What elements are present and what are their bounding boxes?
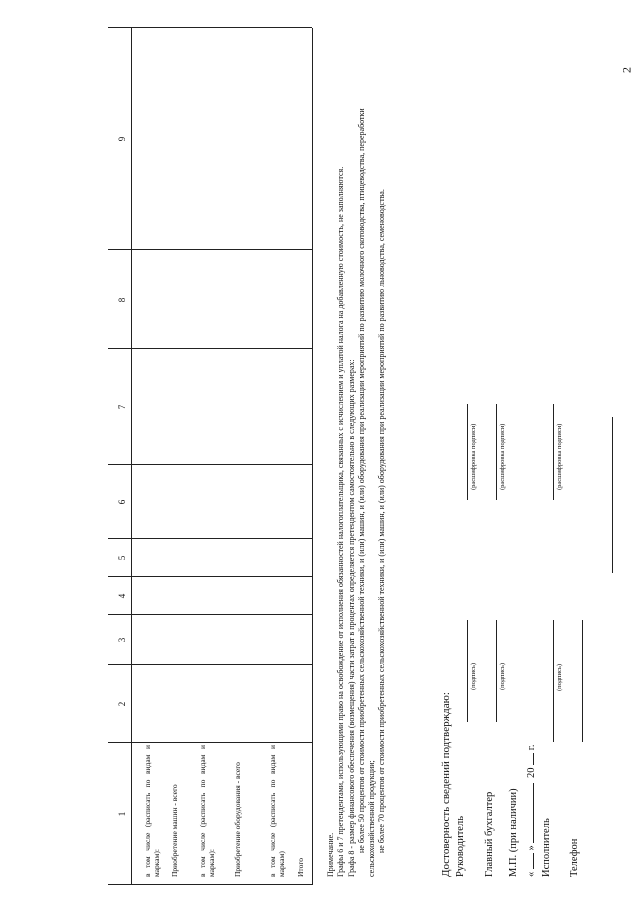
table-row-label: в том числе (расписать по видам и маркам): bbox=[143, 745, 161, 877]
head-decode-line[interactable] bbox=[467, 404, 468, 500]
note-paragraph: Графы 6 и 7 претендентами, использующими право на освобождение от исполнения обязанностей налогоплательщика, связанных с исчислением и уплатой налога на добавленную стоимость, не заполняются. bbox=[336, 166, 346, 877]
column-number-7: 7 bbox=[117, 404, 127, 410]
date-year-suffix: г. bbox=[526, 744, 537, 751]
note-heading: Примечание. bbox=[326, 832, 335, 877]
table-row-label: Итого bbox=[296, 858, 305, 877]
column-number-5: 5 bbox=[117, 555, 127, 561]
note-paragraph: не более 50 процентов от стоимости приобретенных сельскохозяйственной техники, и (или) машин, и (или) оборудования при реализации мероприятий по развитию молочного скотоводства, птицеводства, переработки сельскохозяйственной продукции; bbox=[356, 108, 377, 877]
table-bottom-border bbox=[312, 28, 313, 885]
decode-hint: (расшифровка подписи) bbox=[556, 423, 563, 490]
note-paragraph: не более 70 процентов от стоимости приобретенных сельскохозяйственной техники, и (или) машин, и (или) оборудования при реализации мероприятий по развитию льноводства, семеноводства. bbox=[377, 189, 387, 853]
table-row-label: в том числе (расписать по видам и маркам) bbox=[268, 745, 286, 877]
head-signature-line[interactable] bbox=[467, 620, 468, 722]
column-number-2: 2 bbox=[117, 701, 127, 707]
table-col-divider-7 bbox=[108, 348, 312, 349]
table-col-divider-4 bbox=[108, 576, 312, 577]
executor-decode-line[interactable] bbox=[553, 404, 554, 500]
table-col-divider-2 bbox=[108, 664, 312, 665]
table-header-bottom-border bbox=[131, 28, 132, 885]
note-block bbox=[326, 37, 388, 877]
table-col-divider-6 bbox=[108, 464, 312, 465]
phone-label: Телефон bbox=[569, 838, 580, 877]
column-number-9: 9 bbox=[117, 136, 127, 142]
table-col-divider-5 bbox=[108, 538, 312, 539]
page-number: 2 bbox=[619, 67, 634, 73]
head-label: Руководитель bbox=[455, 816, 466, 877]
table-row-label: в том числе (расписать по видам и маркам): bbox=[198, 745, 216, 877]
table-col-divider-1 bbox=[108, 742, 312, 743]
date-day-field[interactable] bbox=[524, 853, 534, 869]
table-right-border bbox=[108, 27, 312, 28]
phone-line[interactable] bbox=[582, 620, 583, 742]
date-month-field[interactable] bbox=[524, 783, 534, 843]
confirmation-heading: Достоверность сведений подтверждаю: bbox=[440, 692, 452, 877]
column-number-4: 4 bbox=[117, 593, 127, 599]
column-number-1: 1 bbox=[117, 811, 127, 817]
table-row-label: Приобретение машин - всего bbox=[170, 784, 179, 877]
signature-hint: (подпись) bbox=[470, 663, 477, 690]
signature-hint: (подпись) bbox=[556, 664, 563, 691]
column-number-3: 3 bbox=[117, 637, 127, 643]
accountant-label: Главный бухгалтер bbox=[484, 791, 495, 877]
column-number-8: 8 bbox=[117, 297, 127, 303]
accountant-decode-line[interactable] bbox=[496, 404, 497, 500]
executor-label: Исполнитель bbox=[541, 818, 552, 877]
signature-hint: (подпись) bbox=[499, 663, 506, 690]
date-year-field[interactable] bbox=[524, 753, 534, 765]
table-row-label: Приобретение оборудования - всего bbox=[233, 762, 242, 877]
column-number-6: 6 bbox=[117, 499, 127, 505]
accountant-signature-line[interactable] bbox=[496, 620, 497, 722]
executor-signature-line[interactable] bbox=[553, 620, 554, 742]
date-year-prefix: 20 bbox=[526, 767, 537, 778]
bottom-rule bbox=[612, 417, 613, 573]
table-col-divider-3 bbox=[108, 614, 312, 615]
stamp-label: М.П. (при наличии) bbox=[508, 788, 519, 877]
table-left-border bbox=[108, 884, 312, 885]
date-open-quote: « bbox=[526, 871, 537, 877]
decode-hint: (расшифровка подписи) bbox=[470, 423, 477, 490]
date-close-quote: » bbox=[526, 845, 537, 851]
note-paragraph: Графа 8 - размер финансового обеспечения (возмещения) части затрат в процентах определяется претендентом самостоятельно в следующих размерах: bbox=[346, 359, 356, 877]
table-col-divider-8 bbox=[108, 249, 312, 250]
decode-hint: (расшифровка подписи) bbox=[499, 423, 506, 490]
date-line bbox=[524, 745, 538, 878]
